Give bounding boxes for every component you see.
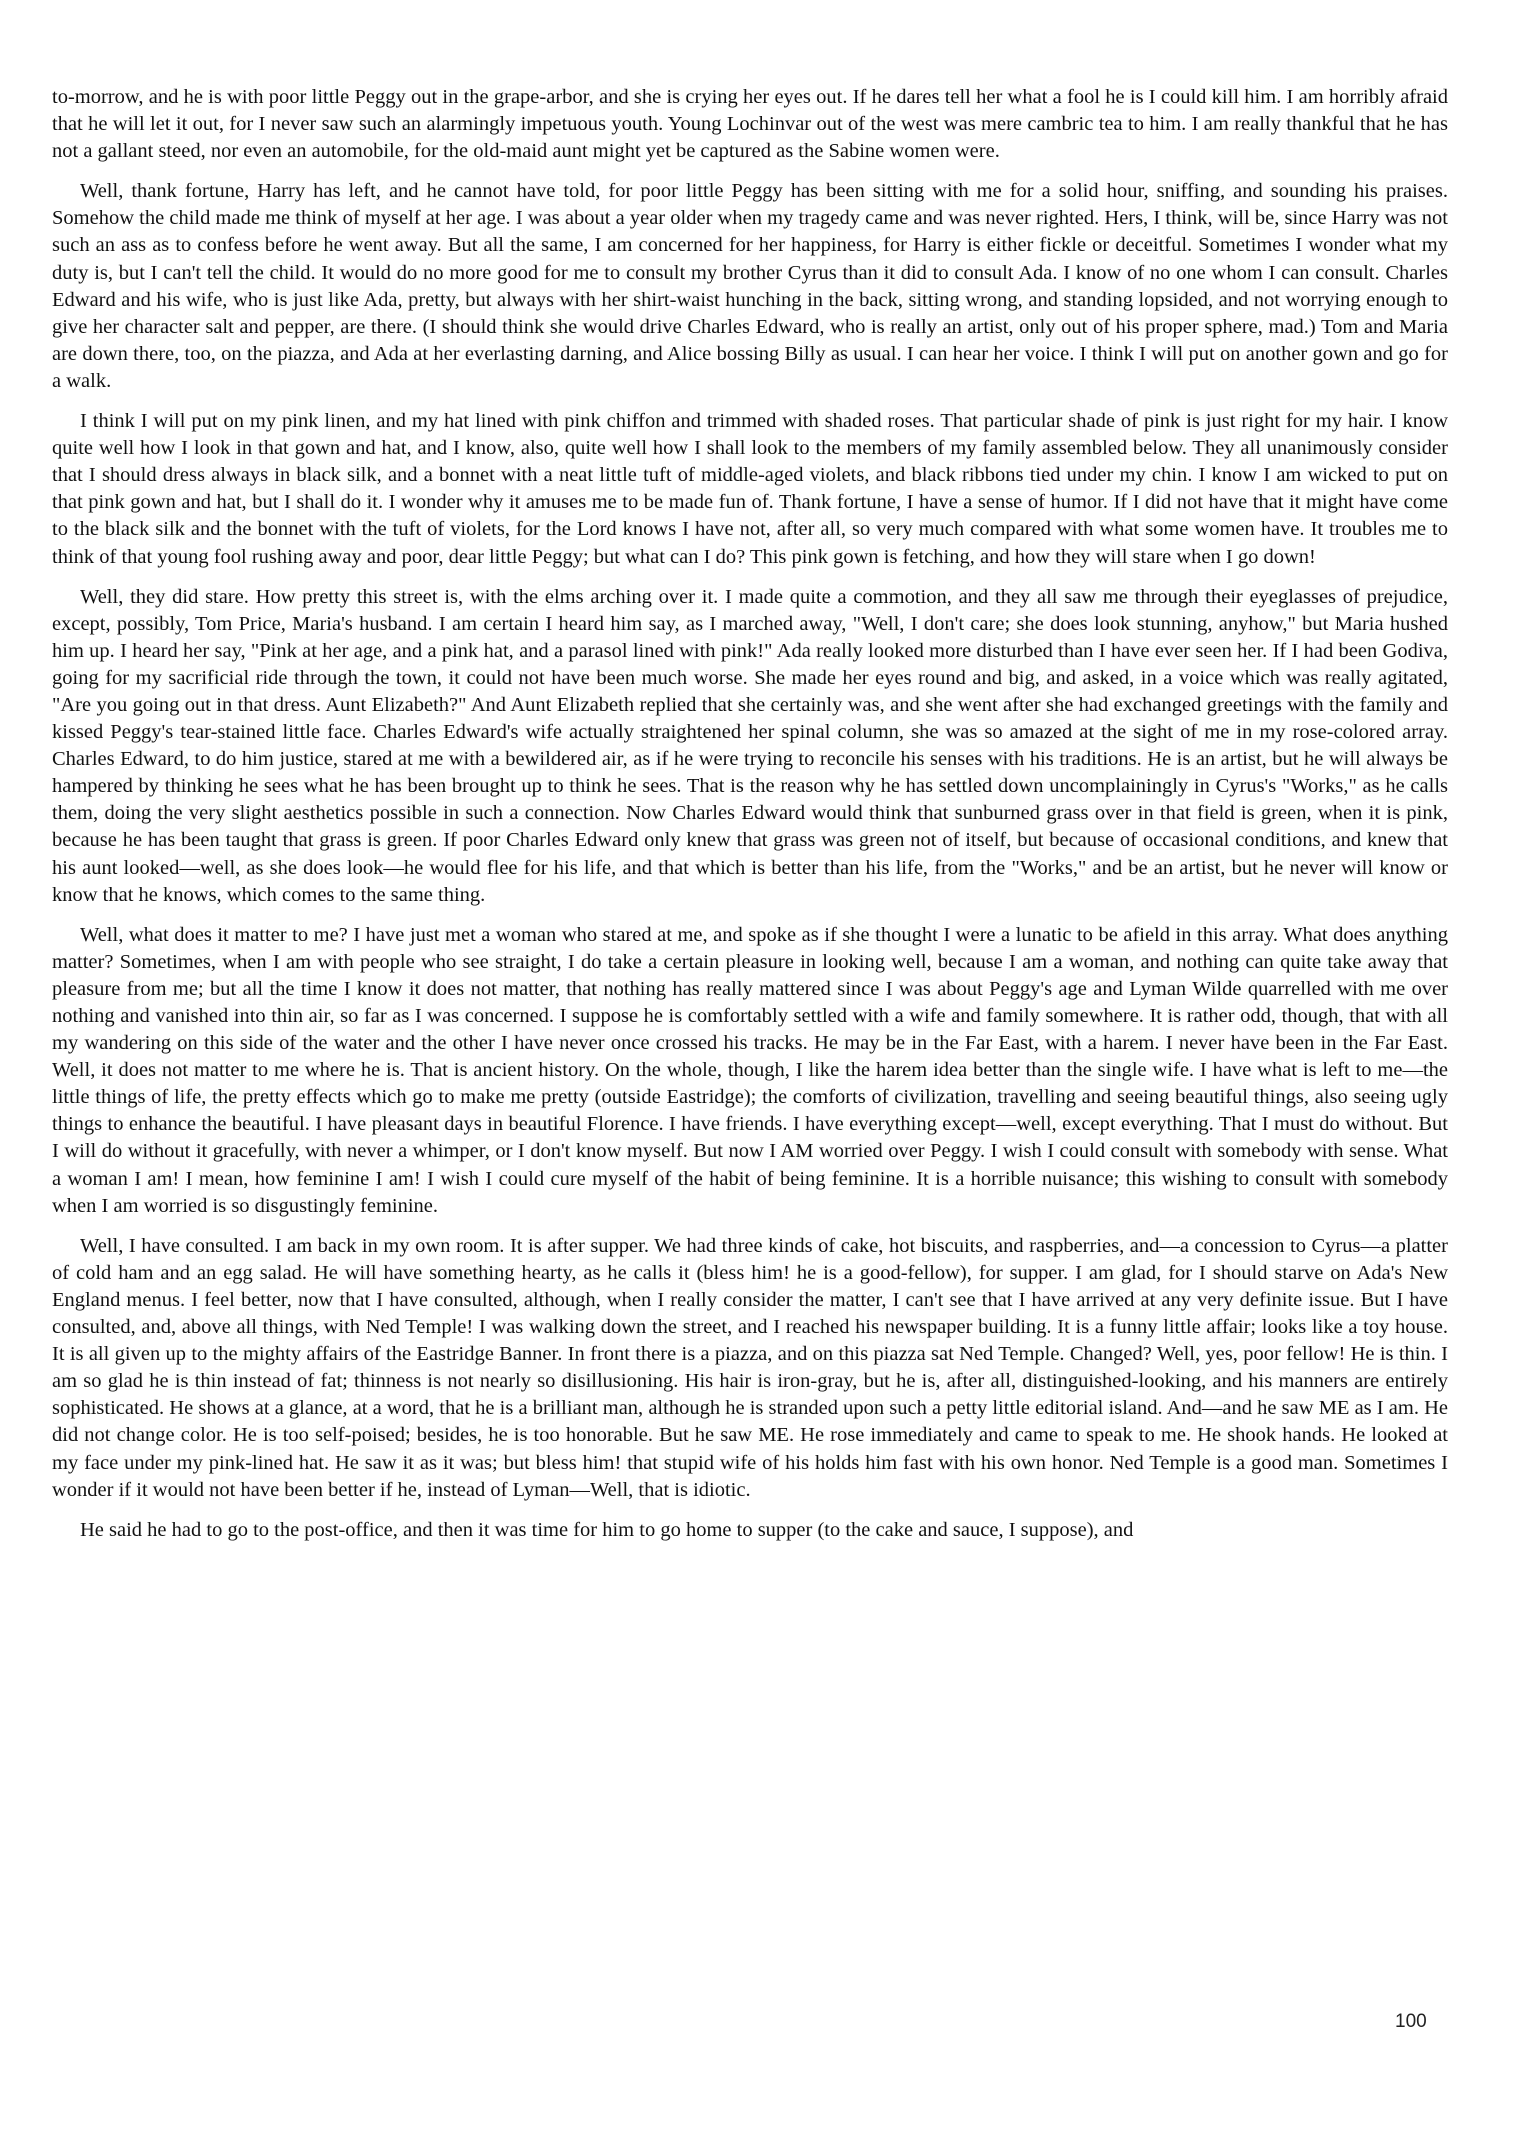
page-body-text [52,84,1448,1557]
paragraph-i-have-consulted: Well, I have consulted. I am back in my own room. It is after supper. We had three kinds of cake, hot biscuits, and raspberries, and—a concession to Cyrus—a platter of cold ham and an egg salad. He will have something hearty, as he calls it (bless him! he is a good-fellow), for supper. I am glad, for I should starve on Ada's New England menus. I feel better, now that I have consulted, although, when I really consider the matter, I can't see that I have arrived at any very definite issue. But I have consulted, and, above all things, with Ned Temple! I was walking down the street, and I reached his newspaper building. It is a funny little affair; looks like a toy house. It is all given up to the mighty affairs of the Eastridge Banner. In front there is a piazza, and on this piazza sat Ned Temple. Changed? Well, yes, poor fellow! He is thin. I am so glad he is thin instead of fat; thinness is not nearly so disillusioning. His hair is iron-gray, but he is, after all, distinguished-looking, and his manners are entirely sophisticated. He shows at a glance, at a word, that he is a brilliant man, although he is stranded upon such a petty little editorial island. And—and he saw ME as I am. He did not change color. He is too self-poised; besides, he is too honorable. But he saw ME. He rose immediately and came to speak to me. He shook hands. He looked at my face under my pink-lined hat. He saw it as it was; but bless him! that stupid wife of his holds him fast with his own honor. Ned Temple is a good man. Sometimes I wonder if it would not have been better if he, instead of Lyman—Well, that is idiotic. [52,1234,1448,1501]
paragraph-harry-left: Well, thank fortune, Harry has left, and he cannot have told, for poor little Peggy has been sitting with me for a solid hour, sniffing, and sounding his praises. Somehow the child made me think of myself at her age. I was about a year older when my tragedy came and was never righted. Hers, I think, will be, since Harry was not such an ass as to confess before he went away. But all the same, I am concerned for her happiness, for Harry is either fickle or deceitful. Sometimes I wonder what my duty is, but I can't tell the child. It would do no more good for me to consult my brother Cyrus than it did to consult Ada. I know of no one whom I can consult. Charles Edward and his wife, who is just like Ada, pretty, but always with her shirt-waist hunching in the back, sitting wrong, and standing lopsided, and not worrying enough to give her character salt and pepper, are there. (I should think she would drive Charles Edward, who is really an artist, only out of his proper sphere, mad.) Tom and Maria are down there, too, on the piazza, and Ada at her everlasting darning, and Alice bossing Billy as usual. I can hear her voice. I think I will put on another gown and go for a walk. [52,180,1448,392]
paragraph-what-does-it-matter: Well, what does it matter to me? I have just met a woman who stared at me, and spoke as if she thought I were a lunatic to be afield in this array. What does anything matter? Sometimes, when I am with people who see straight, I do take a certain pleasure in looking well, because I am a woman, and nothing can quite take away that pleasure from me; but all the time I know it does not matter, that nothing has really mattered since I was about Peggy's age and Lyman Wilde quarrelled with me over nothing and vanished into thin air, so far as I was concerned. I suppose he is comfortably settled with a wife and family somewhere. It is rather odd, though, that with all my wandering on this side of the water and the other I have never once crossed his tracks. He may be in the Far East, with a harem. I never have been in the Far East. Well, it does not matter to me where he is. That is ancient history. On the whole, though, I like the harem idea better than the single wife. I have what is left to me—the little things of life, the pretty effects which go to make me pretty (outside Eastridge); the comforts of civilization, travelling and seeing beautiful things, also seeing ugly things to enhance the beautiful. I have pleasant days in beautiful Florence. I have friends. I have everything except—well, except everything. That I must do without. But I will do without it gracefully, with never a whimper, or I don't know myself. But now I AM worried over Peggy. I wish I could consult with somebody with sense. What a woman I am! I mean, how feminine I am! I wish I could cure myself of the habit of being feminine. It is a horrible nuisance; this wishing to consult with somebody when I am worried is so disgustingly feminine. [52,923,1448,1217]
paragraph-pink-linen: I think I will put on my pink linen, and my hat lined with pink chiffon and trimmed with shaded roses. That particular shade of pink is just right for my hair. I know quite well how I look in that gown and hat, and I know, also, quite well how I shall look to the members of my family assembled below. They all unanimously consider that I should dress always in black silk, and a bonnet with a neat little tuft of middle-aged violets, and black ribbons tied under my chin. I know I am wicked to put on that pink gown and hat, but I shall do it. I wonder why it amuses me to be made fun of. Thank fortune, I have a sense of humor. If I did not have that it might have come to the black silk and the bonnet with the tuft of violets, for the Lord knows I have not, after all, so very much compared with what some women have. It troubles me to think of that young fool rushing away and poor, dear little Peggy; but what can I do? This pink gown is fetching, and how they will stare when I go down! [52,410,1448,568]
page-number: 100 [1395,2011,1427,2032]
paragraph-post-office: He said he had to go to the post-office, and then it was time for him to go home to supper (to the cake and sauce, I suppose), and [80,1518,1134,1541]
paragraph-continued: to-morrow, and he is with poor little Peggy out in the grape-arbor, and she is crying her eyes out. If he dares tell her what a fool he is I could kill him. I am horribly afraid that he will let it out, for I never saw such an alarmingly impetuous youth. Young Lochinvar out of the west was mere cambric tea to him. I am really thankful that he has not a gallant steed, nor even an automobile, for the old-maid aunt might yet be captured as the Sabine women were. [52,86,1448,163]
paragraph-they-did-stare: Well, they did stare. How pretty this street is, with the elms arching over it. I made quite a commotion, and they all saw me through their eyeglasses of prejudice, except, possibly, Tom Price, Maria's husband. I am certain I heard him say, as I marched away, "Well, I don't care; she does look stunning, anyhow," but Maria hushed him up. I heard her say, "Pink at her age, and a pink hat, and a parasol lined with pink!" Ada really looked more disturbed than I have ever seen her. If I had been Godiva, going for my sacrificial ride through the town, it could not have been much worse. She made her eyes round and big, and asked, in a voice which was really agitated, "Are you going out in that dress. Aunt Elizabeth?" And Aunt Elizabeth replied that she certainly was, and she went after she had exchanged greetings with the family and kissed Peggy's tear-stained little face. Charles Edward's wife actually straightened her spinal column, she was so amazed at the sight of me in my rose-colored array. Charles Edward, to do him justice, stared at me with a bewildered air, as if he were trying to reconcile his senses with his traditions. He is an artist, but he will always be hampered by thinking he sees what he has been brought up to think he sees. That is the reason why he has settled down uncomplainingly in Cyrus's "Works," as he calls them, doing the very slight aesthetics possible in such a connection. Now Charles Edward would think that sunburned grass over in that field is green, when it is pink, because he has been taught that grass is green. If poor Charles Edward only knew that grass was green not of itself, but because of occasional conditions, and knew that his aunt looked—well, as she does look—he would flee for his life, and that which is better than his life, from the "Works," and be an artist, but he never will know or know that he knows, which comes to the same thing. [52,585,1448,906]
